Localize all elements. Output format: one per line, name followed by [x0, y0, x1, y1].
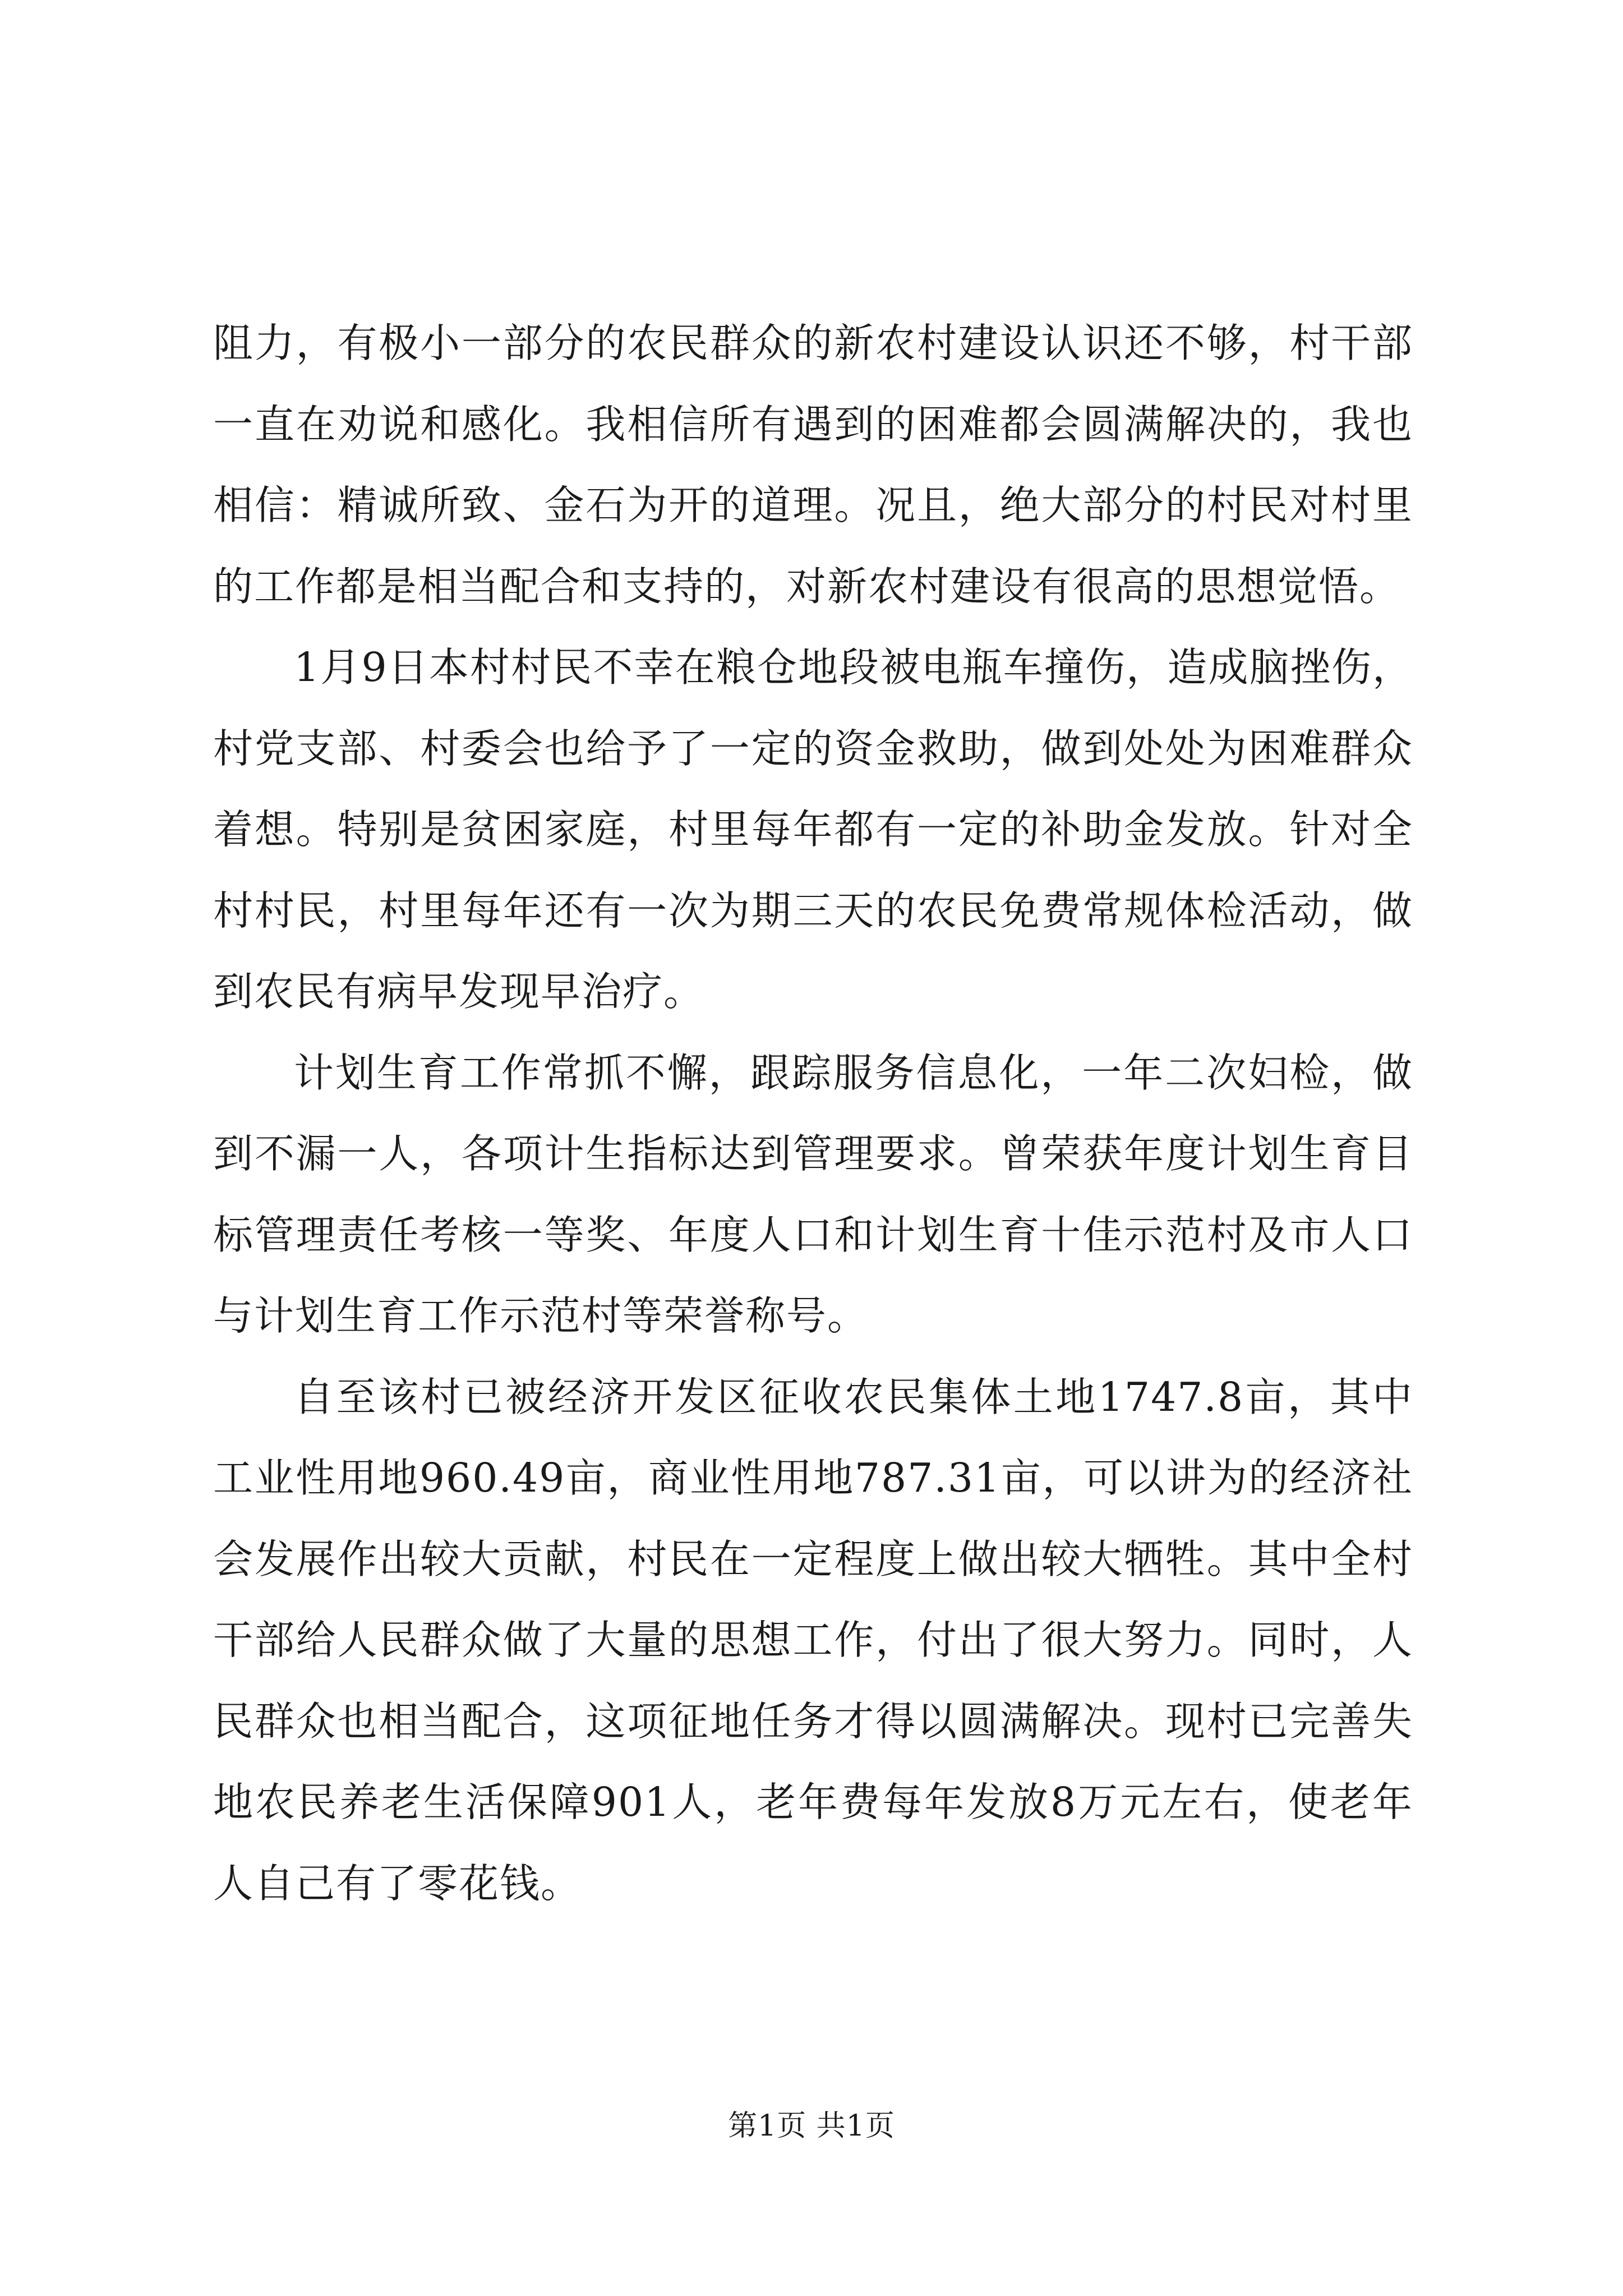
page-footer: 第1页 共1页 — [728, 2109, 895, 2143]
paragraph-3: 计划生育工作常抓不懈，跟踪服务信息化，一年二次妇检，做到不漏一人，各项计生指标达到管理要求。曾荣获年度计划生育目标管理责任考核一等奖、年度人口和计划生育十佳示范村及市人口与计划生育工作示范村等荣誉称号。 — [213, 1049, 1413, 1339]
paragraph-4: 自至该村已被经济开发区征收农民集体土地1747.8亩，其中工业性用地960.49亩，商业性用地787.31亩，可以讲为的经济社会发展作出较大贡献，村民在一定程度上做出较大牺牲。其中全村干部给人民群众做了大量的思想工作，付出了很大努力。同时，人民群众也相当配合，这项征地任务才得以圆满解决。现村已完善失地农民养老生活保障901人，老年费每年发放8万元左右，使老年人自己有了零花钱。 — [213, 1373, 1413, 1907]
document-body — [213, 303, 1413, 1924]
paragraph-2: 1月9日本村村民不幸在粮仓地段被电瓶车撞伤，造成脑挫伤，村党支部、村委会也给予了一定的资金救助，做到处处为困难群众着想。特别是贫困家庭，村里每年都有一定的补助金发放。针对全村村民，村里每年还有一次为期三天的农民免费常规体检活动，做到农民有病早发现早治疗。 — [213, 644, 1413, 1015]
paragraph-1: 阻力，有极小一部分的农民群众的新农村建设认识还不够，村干部一直在劝说和感化。我相信所有遇到的困难都会圆满解决的，我也相信：精诚所致、金石为开的道理。况且，绝大部分的村民对村里的工作都是相当配合和支持的，对新农村建设有很高的思想觉悟。 — [213, 320, 1413, 610]
